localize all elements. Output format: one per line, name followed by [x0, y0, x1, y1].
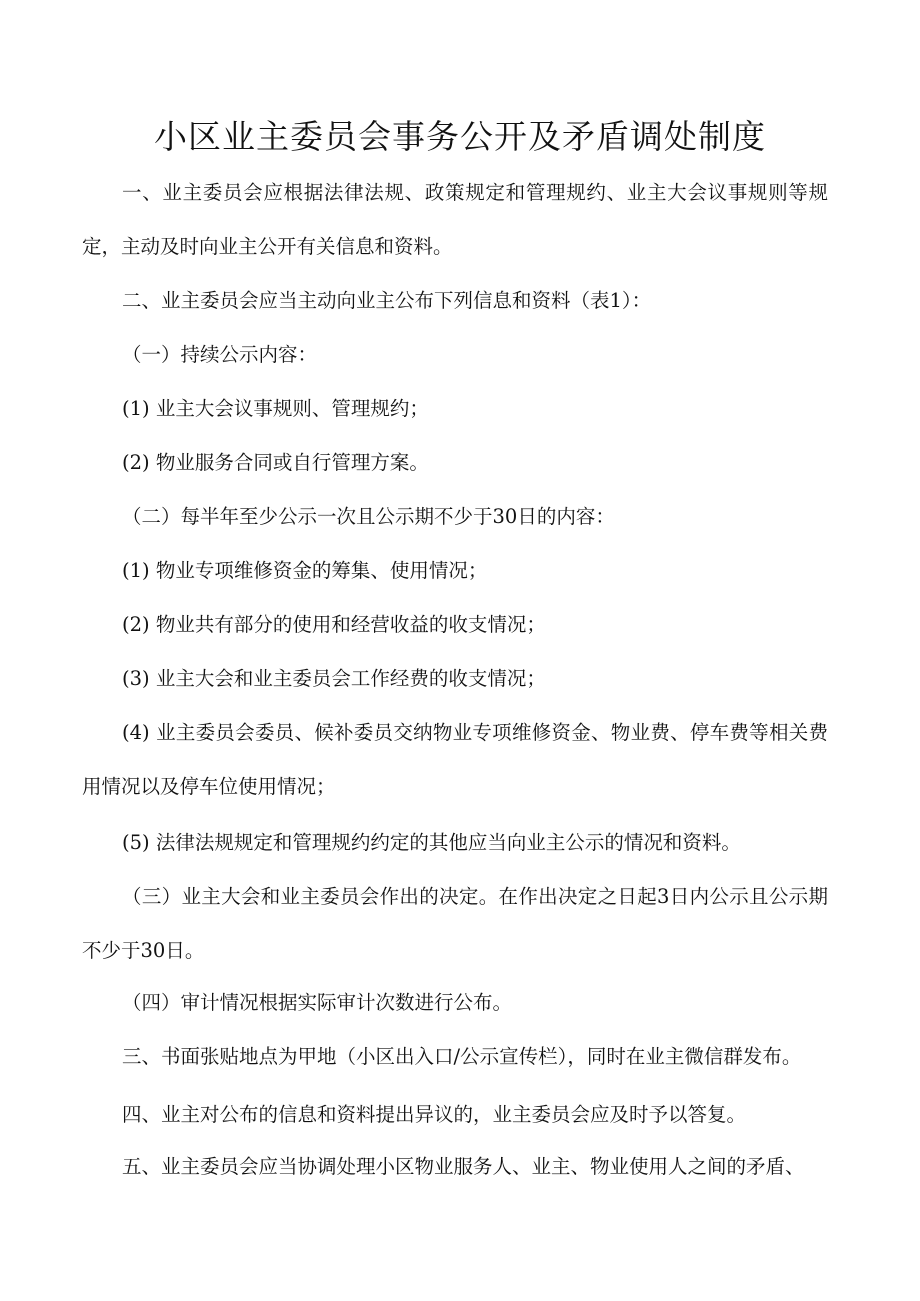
paragraph-3: 三、书面张贴地点为甲地（小区出入口/公示宣传栏），同时在业主微信群发布。 — [122, 1045, 802, 1068]
list-item: (1) 业主大会议事规则、管理规约； — [122, 397, 429, 420]
list-item: (4) 业主委员会委员、候补委员交纳物业专项维修资金、物业费、停车费等相关费用情况以及停车位使用情况； — [82, 721, 828, 798]
paragraph-1: 一、业主委员会应根据法律法规、政策规定和管理规约、业主大会议事规则等规定，主动及时向业主公开有关信息和资料。 — [82, 181, 828, 258]
document-title: 小区业主委员会事务公开及矛盾调处制度 — [154, 117, 766, 156]
section-semiannual-heading: （二）每半年至少公示一次且公示期不少于30日的内容： — [122, 505, 615, 528]
section-decisions: （三）业主大会和业主委员会作出的决定。在作出决定之日起3日内公示且公示期不少于30日。 — [82, 885, 828, 962]
section-continuous-heading: （一）持续公示内容： — [122, 343, 318, 366]
list-item: (5) 法律法规规定和管理规约约定的其他应当向业主公示的情况和资料。 — [122, 831, 741, 854]
list-item: (3) 业主大会和业主委员会工作经费的收支情况； — [122, 667, 546, 690]
paragraph-2: 二、业主委员会应当主动向业主公布下列信息和资料（表1）： — [122, 289, 652, 312]
section-audit: （四）审计情况根据实际审计次数进行公布。 — [122, 991, 513, 1014]
paragraph-4: 四、业主对公布的信息和资料提出异议的，业主委员会应及时予以答复。 — [122, 1103, 747, 1126]
list-item: (2) 物业服务合同或自行管理方案。 — [122, 451, 429, 474]
list-item: (1) 物业专项维修资金的筹集、使用情况； — [122, 559, 488, 582]
paragraph-5: 五、业主委员会应当协调处理小区物业服务人、业主、物业使用人之间的矛盾、 — [122, 1155, 805, 1178]
list-item: (2) 物业共有部分的使用和经营收益的收支情况； — [122, 613, 546, 636]
